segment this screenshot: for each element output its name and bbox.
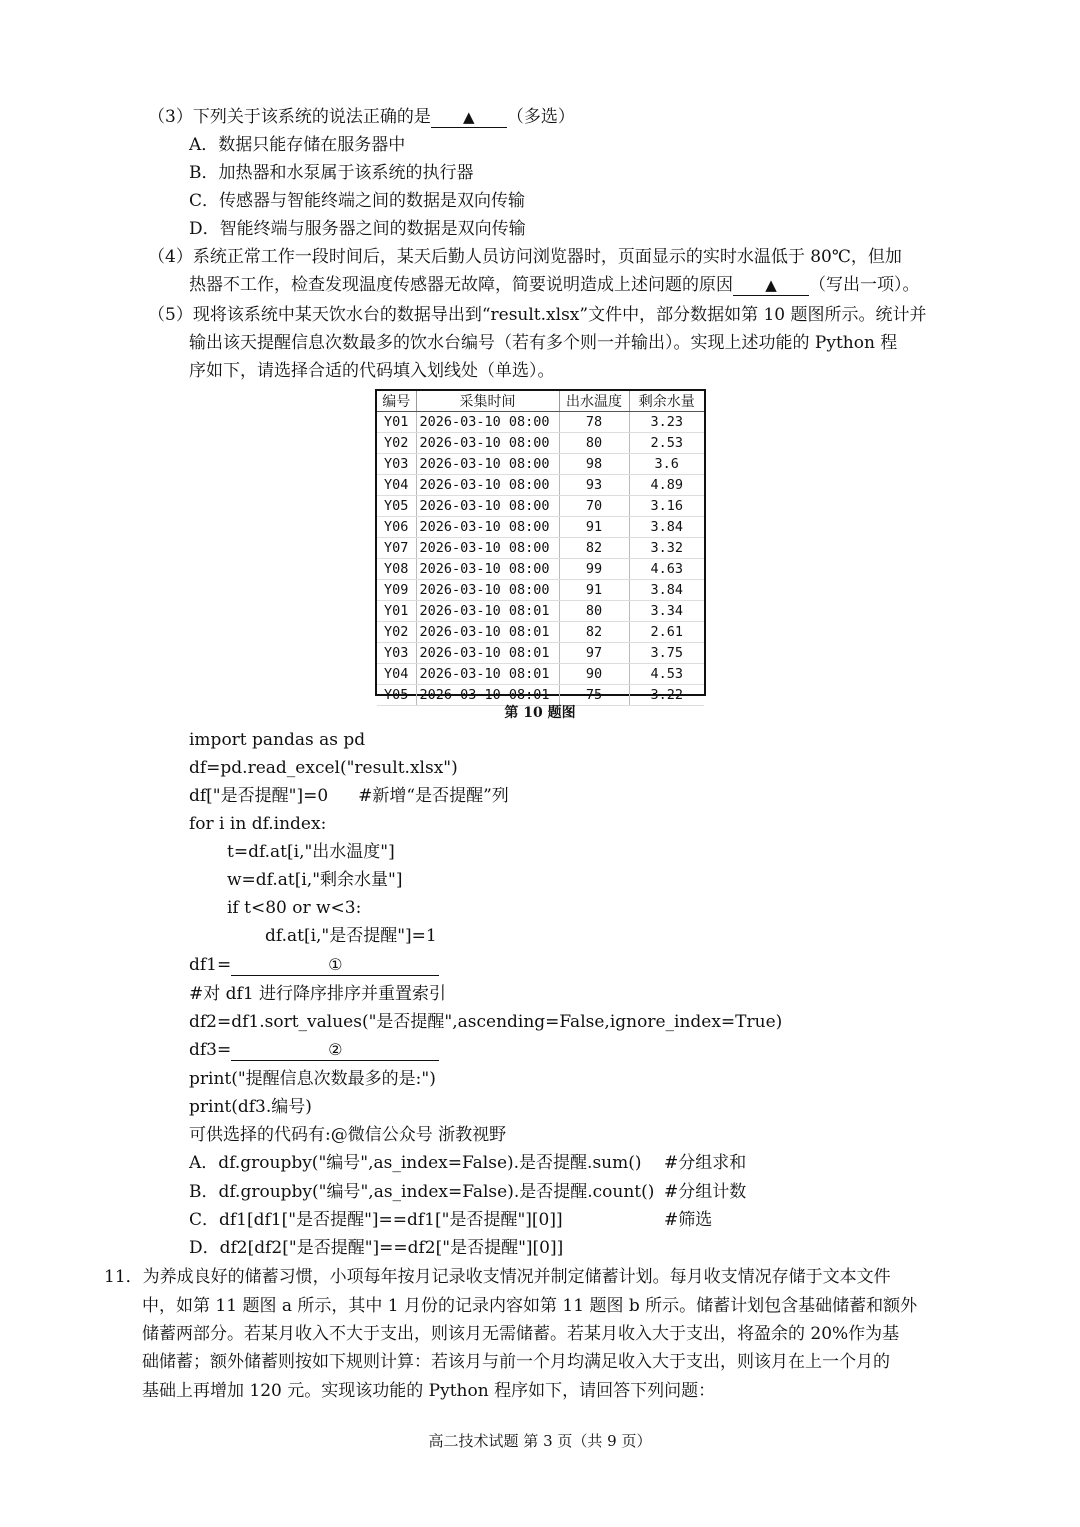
table-cell: 4.53 bbox=[629, 664, 704, 685]
code-line: t=df.at[i,"出水温度"] bbox=[227, 842, 395, 862]
table-cell: 97 bbox=[559, 643, 629, 664]
table-row bbox=[377, 622, 704, 643]
table-cell: 2026-03-10 08:00 bbox=[416, 538, 559, 559]
table-cell: 4.63 bbox=[629, 559, 704, 580]
q4-line-2-suffix: （写出一项）。 bbox=[809, 275, 920, 295]
table-cell: Y04 bbox=[377, 664, 416, 685]
table-header: 采集时间 bbox=[416, 391, 559, 412]
table-cell: 78 bbox=[559, 412, 629, 433]
table-header: 出水温度 bbox=[559, 391, 629, 412]
q3-option-b: B．加热器和水泵属于该系统的执行器 bbox=[189, 163, 474, 183]
table-cell: Y09 bbox=[377, 580, 416, 601]
table-cell: 3.34 bbox=[629, 601, 704, 622]
q11-line-2: 中，如第 11 题图 a 所示，其中 1 月份的记录内容如第 11 题图 b 所示。储蓄计划包含基础储蓄和额外 bbox=[142, 1296, 918, 1316]
code-line: for i in df.index: bbox=[189, 814, 327, 834]
choice-text: A．df.groupby("编号",as_index=False).是否提醒.sum() bbox=[189, 1153, 642, 1173]
choice-c-comment: #筛选 bbox=[664, 1210, 713, 1230]
table-cell: 2026-03-10 08:00 bbox=[416, 580, 559, 601]
table-cell: 3.84 bbox=[629, 517, 704, 538]
table-cell: 2026-03-10 08:00 bbox=[416, 559, 559, 580]
table-cell: 2026-03-10 08:00 bbox=[416, 475, 559, 496]
table-cell: 3.84 bbox=[629, 580, 704, 601]
q3-stem bbox=[148, 106, 575, 128]
table-row bbox=[377, 601, 704, 622]
table-row bbox=[377, 496, 704, 517]
table-cell: 2026-03-10 08:00 bbox=[416, 433, 559, 454]
table-header: 剩余水量 bbox=[629, 391, 704, 412]
code-line: import pandas as pd bbox=[189, 730, 366, 750]
table-cell: 90 bbox=[559, 664, 629, 685]
table-cell: Y01 bbox=[377, 601, 416, 622]
table-cell: Y03 bbox=[377, 454, 416, 475]
choice-d: D．df2[df2["是否提醒"]==df2["是否提醒"][0]] bbox=[189, 1238, 564, 1258]
table-row bbox=[377, 643, 704, 664]
q3-option-a: A．数据只能存储在服务器中 bbox=[189, 135, 406, 155]
blank-marker: ▲ bbox=[463, 108, 475, 126]
choice-a bbox=[189, 1152, 642, 1174]
choice-c bbox=[189, 1209, 563, 1231]
code-comment: #新增“是否提醒”列 bbox=[358, 786, 509, 806]
table-row bbox=[377, 475, 704, 496]
table-row bbox=[377, 580, 704, 601]
choice-b-comment: #分组计数 bbox=[664, 1182, 747, 1202]
table-cell: 98 bbox=[559, 454, 629, 475]
table-row bbox=[377, 559, 704, 580]
table-cell: Y06 bbox=[377, 517, 416, 538]
choices-intro: 可供选择的代码有:@微信公众号 浙教视野 bbox=[189, 1125, 507, 1145]
code-text: df3= bbox=[189, 1040, 232, 1060]
table-cell: Y01 bbox=[377, 412, 416, 433]
table-cell: Y07 bbox=[377, 538, 416, 559]
choice-text: B．df.groupby("编号",as_index=False).是否提醒.count() bbox=[189, 1182, 655, 1202]
table-cell: 80 bbox=[559, 433, 629, 454]
table-cell: Y05 bbox=[377, 496, 416, 517]
blank-marker: ▲ bbox=[765, 276, 777, 294]
q3-option-c: C．传感器与智能终端之间的数据是双向传输 bbox=[189, 191, 526, 211]
table-row bbox=[377, 538, 704, 559]
table-row bbox=[377, 433, 704, 454]
answer-blank[interactable] bbox=[733, 275, 809, 296]
code-line bbox=[189, 785, 509, 807]
code-line: df2=df1.sort_values("是否提醒",ascending=False,ignore_index=True) bbox=[189, 1012, 783, 1032]
table-row bbox=[377, 517, 704, 538]
code-line: df.at[i,"是否提醒"]=1 bbox=[265, 926, 437, 946]
table-cell: 2026-03-10 08:00 bbox=[416, 517, 559, 538]
table-cell: 2026-03-10 08:00 bbox=[416, 496, 559, 517]
table-cell: 2.53 bbox=[629, 433, 704, 454]
code-line: w=df.at[i,"剩余水量"] bbox=[227, 870, 403, 890]
table-cell: 82 bbox=[559, 622, 629, 643]
table-cell: Y04 bbox=[377, 475, 416, 496]
q3-stem-suffix: （多选） bbox=[506, 107, 575, 127]
table-cell: 80 bbox=[559, 601, 629, 622]
q3-stem-text: （3）下列关于该系统的说法正确的是 bbox=[148, 107, 431, 127]
choice-b bbox=[189, 1181, 654, 1203]
table-cell: 3.32 bbox=[629, 538, 704, 559]
table-cell: 91 bbox=[559, 517, 629, 538]
table-row bbox=[377, 454, 704, 475]
table-cell: 2026-03-10 08:01 bbox=[416, 643, 559, 664]
code-line bbox=[189, 954, 439, 976]
table-cell: 91 bbox=[559, 580, 629, 601]
code-text: df1= bbox=[189, 955, 232, 975]
table-cell: Y08 bbox=[377, 559, 416, 580]
answer-blank[interactable] bbox=[431, 107, 507, 128]
table-cell: 3.16 bbox=[629, 496, 704, 517]
table-cell: 3.23 bbox=[629, 412, 704, 433]
table-cell: Y02 bbox=[377, 622, 416, 643]
choice-text: C．df1[df1["是否提醒"]==df1["是否提醒"][0]] bbox=[189, 1210, 563, 1230]
table-cell: 75 bbox=[559, 685, 629, 706]
table-row bbox=[377, 412, 704, 433]
code-blank-1[interactable] bbox=[231, 955, 439, 976]
q11-line-5: 基础上再增加 120 元。实现该功能的 Python 程序如下，请回答下列问题： bbox=[142, 1381, 716, 1401]
code-line: if t<80 or w<3: bbox=[227, 898, 362, 918]
table-header: 编号 bbox=[377, 391, 416, 412]
q11-line-1: 11．为养成良好的储蓄习惯，小项每年按月记录收支情况并制定储蓄计划。每月收支情况存储于文本文件 bbox=[104, 1267, 891, 1287]
code-line: print(df3.编号) bbox=[189, 1097, 312, 1117]
table-cell: Y02 bbox=[377, 433, 416, 454]
table-header-row bbox=[377, 391, 704, 412]
table-cell: 93 bbox=[559, 475, 629, 496]
table-cell: 3.75 bbox=[629, 643, 704, 664]
table-cell: 82 bbox=[559, 538, 629, 559]
code-line: #对 df1 进行降序排序并重置索引 bbox=[189, 984, 447, 1004]
table-row bbox=[377, 664, 704, 685]
q5-line-1: （5）现将该系统中某天饮水台的数据导出到“result.xlsx”文件中，部分数据如第 10 题图所示。统计并 bbox=[148, 305, 927, 325]
code-line: print("提醒信息次数最多的是:") bbox=[189, 1069, 436, 1089]
table-cell: 3.6 bbox=[629, 454, 704, 475]
code-blank-2[interactable] bbox=[231, 1040, 439, 1061]
code-line bbox=[189, 1039, 439, 1061]
table-cell: 4.89 bbox=[629, 475, 704, 496]
figure-caption: 第 10 题图 bbox=[504, 705, 576, 721]
q3-option-d: D．智能终端与服务器之间的数据是双向传输 bbox=[189, 219, 526, 239]
q4-line-2 bbox=[189, 274, 920, 296]
table-cell: 70 bbox=[559, 496, 629, 517]
table-cell: 2.61 bbox=[629, 622, 704, 643]
q11-line-4: 础储蓄；额外储蓄则按如下规则计算：若该月与前一个月均满足收入大于支出，则该月在上一个月的 bbox=[142, 1352, 890, 1372]
blank-number: ① bbox=[328, 955, 343, 974]
table-cell: 99 bbox=[559, 559, 629, 580]
table-cell: 2026-03-10 08:00 bbox=[416, 412, 559, 433]
q4-line-2-text: 热器不工作，检查发现温度传感器无故障，简要说明造成上述问题的原因 bbox=[189, 275, 733, 295]
table-cell: 3.22 bbox=[629, 685, 704, 706]
table-cell: 2026-03-10 08:01 bbox=[416, 601, 559, 622]
table-cell: 2026-03-10 08:01 bbox=[416, 664, 559, 685]
table-cell: 2026-03-10 08:01 bbox=[416, 685, 559, 706]
q5-line-2: 输出该天提醒信息次数最多的饮水台编号（若有多个则一并输出）。实现上述功能的 Python 程 bbox=[189, 333, 898, 353]
table-cell: Y03 bbox=[377, 643, 416, 664]
q11-line-3: 储蓄两部分。若某月收入不大于支出，则该月无需储蓄。若某月收入大于支出，将盈余的 20%作为基 bbox=[142, 1324, 900, 1344]
table-cell: 2026-03-10 08:01 bbox=[416, 622, 559, 643]
q4-line-1: （4）系统正常工作一段时间后，某天后勤人员访问浏览器时，页面显示的实时水温低于 80℃，但加 bbox=[148, 247, 902, 267]
code-text: df["是否提醒"]=0 bbox=[189, 786, 329, 806]
q5-line-3: 序如下，请选择合适的代码填入划线处（单选）。 bbox=[189, 361, 555, 381]
blank-number: ② bbox=[328, 1040, 343, 1059]
data-table bbox=[375, 389, 706, 703]
table-cell: 2026-03-10 08:00 bbox=[416, 454, 559, 475]
choice-a-comment: #分组求和 bbox=[664, 1153, 747, 1173]
page-footer: 高二技术试题 第 3 页（共 9 页） bbox=[428, 1432, 652, 1450]
table-cell: Y05 bbox=[377, 685, 416, 706]
code-line: df=pd.read_excel("result.xlsx") bbox=[189, 758, 458, 778]
